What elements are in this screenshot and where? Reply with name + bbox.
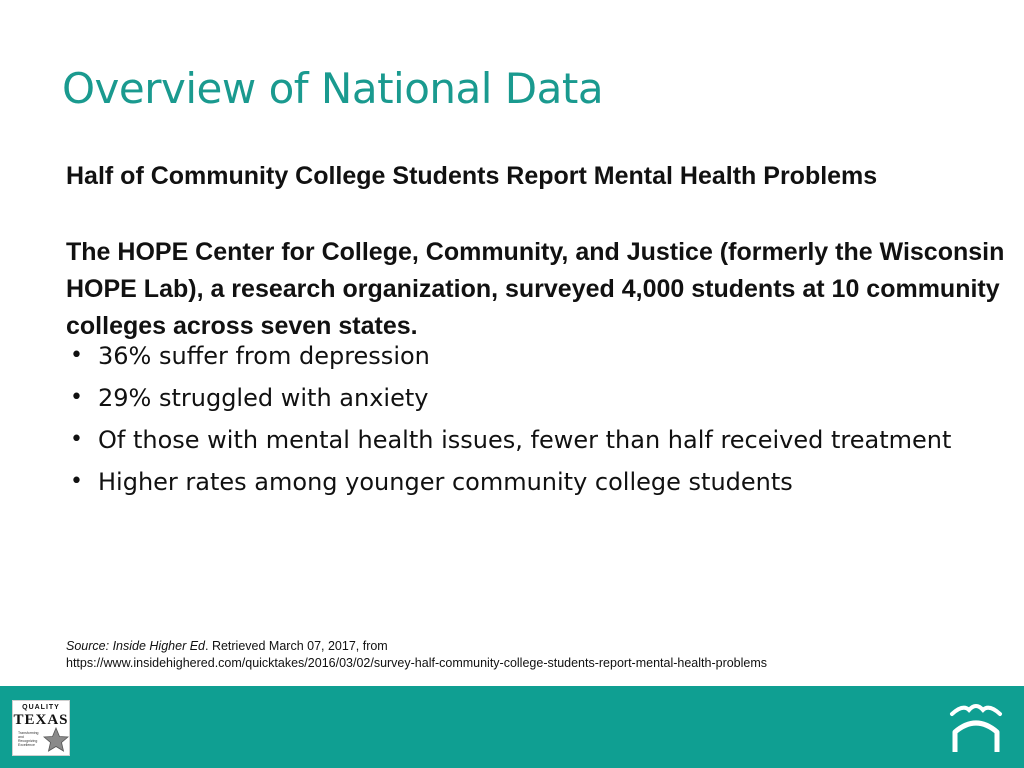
intro-paragraph: The HOPE Center for College, Community, and Justice (formerly the Wisconsin HOPE Lab), a research organization, surveyed 4,000 students at 10 community colleges across seven states. [66,238,1005,340]
bullet-icon: • [70,427,83,452]
bullet-text: Higher rates among younger community college students [98,468,793,496]
subheading: Half of Community College Students Report Mental Health Problems [66,162,878,190]
quality-texas-logo [12,700,70,756]
arch-logo-icon [949,700,1003,754]
source-publication: Inside Higher Ed [112,639,205,653]
source-retrieved: . Retrieved March 07, 2017, from [205,639,388,653]
bullet-text: 29% struggled with anxiety [98,384,429,412]
bullet-item [66,340,986,372]
bullet-icon: • [70,343,83,368]
source-citation [66,638,1006,672]
source-url[interactable]: https://www.insidehighered.com/quicktakes/2016/03/02/survey-half-community-college-students-report-mental-health-problems [66,656,768,670]
footer-bar [0,686,1024,768]
source-line [66,638,1006,655]
bullet-text: Of those with mental health issues, fewer than half received treatment [98,426,952,454]
logo-word-texas: TEXAS [13,712,69,728]
bullet-item [66,382,986,414]
star-icon [43,727,69,753]
source-label: Source: [66,639,110,653]
bullet-list [66,340,986,508]
bullet-icon: • [70,385,83,410]
bullet-item [66,466,986,498]
logo-word-quality: QUALITY [22,704,60,711]
logo-tagline: Transforming and Recognizing Excellence [18,731,39,747]
bullet-text: 36% suffer from depression [98,342,430,370]
slide-title: Overview of National Data [62,64,604,113]
bullet-icon: • [70,469,83,494]
bullet-item [66,424,986,456]
